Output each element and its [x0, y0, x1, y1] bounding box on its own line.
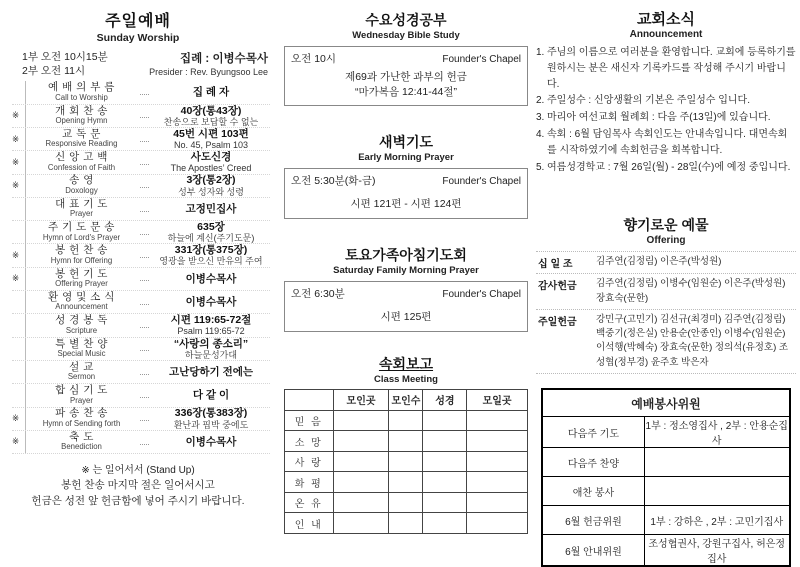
item-text: 여름성경학교 : 7월 26일(월) - 28일(수)에 예정 중입니다.: [547, 161, 791, 173]
committee-value: [644, 477, 790, 506]
committee-label: 6월 헌금위원: [542, 506, 644, 535]
leader-dots: [140, 248, 149, 258]
committee-header-row: [542, 389, 790, 417]
stand-marker: ※: [12, 413, 20, 424]
stand-marker: ※: [12, 273, 20, 284]
offering-row: [536, 274, 796, 310]
leader-dots: [140, 271, 149, 281]
row-label-en: Prayer: [70, 395, 93, 405]
row-label-ko: 파 송 찬 송: [55, 407, 108, 420]
class-row: [285, 492, 528, 513]
row-value-main: 635장: [197, 221, 225, 234]
dawn-box: [284, 168, 528, 219]
row-label-en: Special Music: [57, 349, 106, 359]
dawn-title-ko: 새벽기도: [378, 134, 434, 151]
row-value-sub: The Apostles’ Creed: [170, 163, 252, 174]
leader-dots: [140, 108, 149, 118]
stand-marker: ※: [12, 133, 20, 144]
row-value-main: 다 같 이: [192, 389, 230, 402]
row-value-main: 고난당하기 전에는: [168, 366, 254, 379]
class-name: 믿 음: [285, 410, 334, 431]
class-meeting: [284, 354, 528, 534]
announcement-item: [536, 110, 796, 126]
worship-row: [12, 221, 270, 244]
item-number: 1.: [536, 47, 545, 58]
header-next-place: 모일곳: [467, 389, 528, 410]
row-label-ko: 설 교: [69, 360, 94, 373]
wednesday-title-en: Wednesday Bible Study: [352, 30, 460, 41]
leader-dots: [140, 434, 149, 444]
wednesday-title-ko: 수요성경공부: [365, 12, 447, 28]
footnote-offering-hymn: 봉헌 찬송 마지막 절은 일어서시고: [61, 479, 215, 492]
row-value-main: 집 례 자: [192, 86, 230, 99]
class-name: 화 평: [285, 472, 334, 493]
class-name: 인 내: [285, 513, 334, 534]
item-number: 3.: [536, 112, 545, 124]
worship-row: [12, 431, 270, 454]
row-label-ko: 교 독 문: [62, 127, 101, 140]
leader-dots: [140, 155, 149, 165]
early-morning-prayer: [284, 132, 528, 219]
announcement: [536, 8, 796, 175]
row-value-sub: 찬송으로 보답할 수 없는: [163, 116, 259, 127]
leader-dots: [140, 341, 149, 351]
offering-names: 강민구(고민기) 김선규(최경미) 김주연(김정림) 백중기(정은실) 안용순(안종인) 이병수(임원순) 이석행(박혜숙) 장효숙(문한) 정의석(유정호) 조성협(정부경) 윤주호 박은자: [596, 313, 789, 368]
row-label-en: Offering Prayer: [55, 279, 108, 289]
leader-dots: [140, 411, 149, 421]
worship-row: [12, 128, 270, 151]
saturday-title-en: Saturday Family Morning Prayer: [333, 265, 479, 277]
class-name: 온 유: [285, 492, 334, 513]
row-label-ko: 축 도: [69, 430, 94, 443]
row-value-main: 이병수목사: [185, 296, 237, 309]
offering-table: [536, 251, 796, 374]
header-place-met: 모인곳: [333, 389, 389, 410]
header-attendance: 모인수: [389, 389, 423, 410]
class-name: 사 랑: [285, 451, 334, 472]
presider: [149, 50, 268, 78]
row-label-ko: 합 심 기 도: [55, 384, 108, 397]
leader-dots: [140, 295, 149, 305]
news-section: [536, 0, 796, 567]
announcement-list: [536, 45, 796, 175]
wednesday-scripture: “마가복음 12:41-44절”: [354, 85, 458, 98]
row-label-en: Responsive Reading: [45, 139, 118, 149]
committee-value: 조성협권사, 강원구집사, 허은정집사: [644, 535, 790, 567]
stand-marker: ※: [12, 110, 20, 121]
class-row: [285, 513, 528, 534]
row-value-main: “사랑의 종소리”: [173, 337, 249, 350]
leader-dots: [140, 364, 149, 374]
item-number: 4.: [536, 128, 545, 140]
saturday-title-ko: 토요가족아침기도회: [345, 247, 467, 264]
worship-row: [12, 291, 270, 314]
row-value-main: 331장(통375장): [174, 244, 248, 257]
row-value-main: 고정민집사: [185, 202, 237, 215]
committee-title: 예배봉사위원: [542, 389, 790, 417]
row-label-ko: 신 앙 고 백: [55, 151, 108, 164]
row-value-main: 40장(통43장): [180, 104, 242, 117]
saturday-place: Founder's Chapel: [442, 289, 521, 301]
service-time-1: 1부 오전 10시15분: [22, 51, 108, 63]
worship-row: [12, 338, 270, 361]
worship-row: [12, 268, 270, 291]
committee-value: 1부 : 강하은 , 2부 : 고민기집사: [644, 506, 790, 535]
row-label-ko: 송 영: [69, 174, 94, 187]
presider-ko: 집례 : 이병수목사: [180, 53, 268, 65]
announcement-item: [536, 160, 796, 176]
presider-en: Presider : Rev. Byungsoo Lee: [149, 67, 268, 77]
class-meeting-title-en: Class Meeting: [374, 373, 438, 385]
offering-names: 김주연(김정림) 이병수(임원순) 이은주(박성원) 장효숙(문한): [596, 278, 786, 304]
item-text: 마리아 여선교회 월례회 : 다음 주(13일)에 있습니다.: [547, 112, 771, 124]
row-label-ko: 대 표 기 도: [55, 197, 108, 210]
committee-row: [542, 448, 790, 477]
saturday-scripture: 시편 125편: [380, 311, 432, 324]
footnote-stand-up: ※ 는 일어서서 (Stand Up): [81, 465, 195, 477]
worship-row: [12, 81, 270, 104]
committee-row: [542, 417, 790, 448]
sunday-worship-section: [6, 0, 270, 510]
wednesday-lesson: 제69과 가난한 과부의 헌금: [345, 71, 467, 83]
row-label-ko: 특 별 찬 양: [55, 337, 108, 350]
worship-row: [12, 244, 270, 267]
row-label-ko: 예 배 의 부 름: [48, 81, 115, 94]
class-row: [285, 472, 528, 493]
row-label-ko: 환 영 및 소 식: [48, 290, 115, 303]
offering-row: [536, 252, 796, 274]
row-label-ko: 개 회 찬 송: [55, 104, 108, 117]
class-name: 소 망: [285, 431, 334, 452]
offering-section: [536, 215, 796, 374]
leader-dots: [140, 131, 149, 141]
announcement-title-en: Announcement: [629, 29, 703, 40]
worship-row: [12, 384, 270, 407]
class-row: [285, 451, 528, 472]
row-label-ko: 봉 헌 찬 송: [55, 244, 108, 257]
worship-row: [12, 105, 270, 128]
dawn-title-en: Early Morning Prayer: [358, 152, 454, 164]
saturday-family-prayer: [284, 245, 528, 332]
row-label-en: Call to Worship: [55, 92, 108, 102]
wednesday-bible-study: [284, 10, 528, 106]
row-label-en: Doxology: [65, 185, 98, 195]
leader-dots: [140, 178, 149, 188]
row-value-main: 336장(통383장): [174, 407, 248, 420]
header-bible: 성경: [423, 389, 467, 410]
row-label-en: Confession of Faith: [47, 162, 116, 172]
sunday-worship-title-ko: 주일예배: [105, 13, 171, 30]
row-value-main: 시편 119:65-72절: [170, 314, 252, 327]
item-number: 2.: [536, 95, 545, 107]
row-label-en: Prayer: [70, 209, 93, 219]
stand-marker: ※: [12, 436, 20, 447]
row-label-en: Hymn of Lord's Prayer: [42, 232, 121, 242]
announcement-item: [536, 45, 796, 92]
stand-marker: ※: [12, 156, 20, 167]
worship-footnotes: [6, 463, 270, 510]
offering-type: 십 일 조: [538, 259, 573, 271]
committee-label: 애찬 봉사: [542, 477, 644, 506]
worship-order-table: [12, 81, 270, 454]
row-label-en: Benediction: [61, 442, 102, 452]
stand-marker: ※: [12, 180, 20, 191]
announcement-item: [536, 127, 796, 159]
item-text: 주일성수 : 신앙생활의 기본은 주일성수 입니다.: [547, 95, 750, 107]
item-text: 속회 : 6월 담임목사 속회인도는 안내속입니다. 대면속회를 시작하였기에 속회헌금을 회복합니다.: [547, 128, 788, 156]
class-row: [285, 431, 528, 452]
row-label-en: Opening Hymn: [55, 116, 108, 126]
sunday-worship-title-en: Sunday Worship: [96, 32, 180, 44]
announcement-item: [536, 93, 796, 109]
wednesday-place: Founder's Chapel: [442, 54, 521, 65]
leader-dots: [140, 388, 149, 398]
committee-value: 1부 : 정소영집사 , 2부 : 안용순집사: [644, 417, 790, 448]
row-label-ko: 주 기 도 문 송: [48, 221, 115, 234]
midweek-section: [284, 0, 528, 534]
offering-names: 김주연(김정림) 이은주(박성원): [596, 256, 722, 268]
row-value-sub: No. 45, Psalm 103: [173, 139, 249, 150]
row-label-en: Scripture: [65, 325, 98, 335]
row-value-main: 이병수목사: [185, 272, 237, 285]
row-value-sub: 환난과 핍박 중에도: [173, 419, 249, 430]
offering-type: 감사헌금: [538, 281, 577, 293]
row-value-main: 45번 시편 103편: [173, 127, 249, 140]
stand-marker: ※: [12, 250, 20, 261]
row-value-sub: 성부 성자와 성령: [178, 186, 244, 197]
leader-dots: [140, 318, 149, 328]
item-number: 5.: [536, 161, 545, 173]
offering-title-ko: 향기로운 예물: [623, 217, 709, 234]
service-time-2: 2부 오전 11시: [22, 65, 86, 78]
class-meeting-table: [284, 389, 528, 534]
leader-dots: [140, 225, 149, 235]
row-label-en: Hymn for Offering: [50, 255, 113, 265]
row-value-main: 3장(통2장): [186, 174, 236, 187]
row-label-en: Sermon: [67, 372, 96, 382]
worship-row: [12, 361, 270, 384]
class-meeting-title-ko: 속회보고: [378, 355, 434, 372]
dawn-place: Founder's Chapel: [442, 176, 521, 188]
header-blank: [285, 389, 334, 410]
announcement-title-ko: 교회소식: [637, 11, 695, 28]
committee-row: [542, 477, 790, 506]
class-meeting-header-row: [285, 389, 528, 410]
committee-label: 다음주 찬양: [542, 448, 644, 477]
worship-row: [12, 314, 270, 337]
class-row: [285, 410, 528, 431]
committee-label: 6월 안내위원: [542, 535, 644, 567]
leader-dots: [140, 85, 149, 95]
dawn-scripture: 시편 121편 - 시편 124편: [350, 198, 462, 211]
offering-title-en: Offering: [646, 235, 686, 247]
committee-row: [542, 506, 790, 535]
row-value-sub: 하늘에 계신(주기도문): [167, 233, 255, 244]
row-value-sub: 하늘문성가대: [184, 349, 238, 360]
leader-dots: [140, 201, 149, 211]
worship-row: [12, 175, 270, 198]
service-times: [22, 50, 108, 78]
row-label-en: Announcement: [55, 302, 108, 312]
committee-row: [542, 535, 790, 567]
offering-row: [536, 310, 796, 374]
wednesday-time: 오전 10시: [291, 53, 337, 65]
row-value-sub: Psalm 119:65-72: [177, 326, 245, 337]
wednesday-box: [284, 46, 528, 106]
row-value-sub: 영광을 받으신 만유의 주여: [159, 256, 263, 267]
worship-row: [12, 198, 270, 221]
service-header: [22, 50, 268, 78]
row-label-ko: 성 경 봉 독: [55, 314, 108, 327]
saturday-time: 오전 6:30분: [291, 288, 345, 301]
worship-row: [12, 151, 270, 174]
item-text: 주님의 이름으로 여러분을 환영합니다. 교회에 등록하기를 원하시는 분은 새신자 기록카드를 작성해 주시기 바랍니다.: [547, 47, 796, 90]
offering-type: 주일헌금: [538, 316, 577, 328]
worship-row: [12, 408, 270, 431]
committee-label: 다음주 기도: [542, 417, 644, 448]
dawn-time: 오전 5:30분(화-금): [291, 175, 376, 188]
service-committee-table: [541, 388, 791, 567]
row-label-ko: 봉 헌 기 도: [55, 267, 108, 280]
row-label-en: Hymn of Sending forth: [42, 418, 121, 428]
row-value-main: 이병수목사: [185, 435, 237, 448]
saturday-box: [284, 281, 528, 332]
row-value-main: 사도신경: [190, 151, 232, 164]
footnote-offering-box: 헌금은 성전 앞 헌금함에 넣어 주시기 바랍니다.: [31, 494, 245, 507]
committee-value: [644, 448, 790, 477]
